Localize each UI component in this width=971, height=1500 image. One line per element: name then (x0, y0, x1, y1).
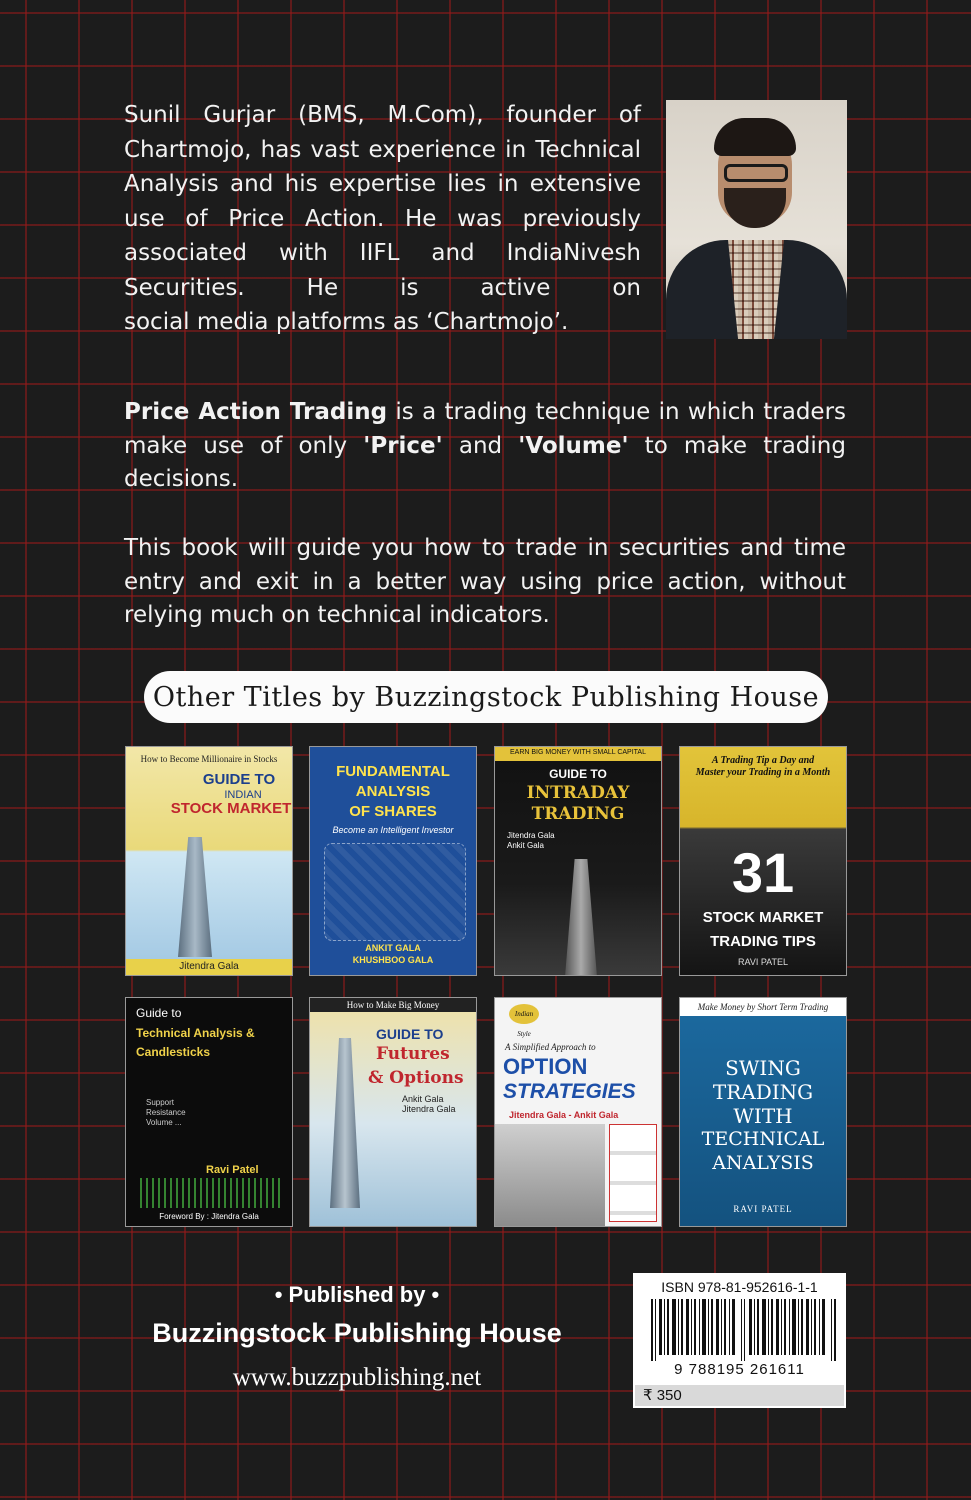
book-title: TRADING (712, 1080, 814, 1104)
book-title: GUIDE TO (549, 767, 607, 781)
intro-text-b: to make trading decisions. (124, 432, 846, 492)
book-subtitle: Resistance (146, 1108, 186, 1117)
bio-line: IndiaNivesh Securities. He is active on (124, 240, 642, 301)
bio-line: Chartmojo, has vast experience in (124, 136, 527, 163)
book-title: SWING (725, 1056, 801, 1080)
book-title: STOCK MARKET (170, 800, 292, 817)
book-tagline: EARN BIG MONEY WITH SMALL CAPITAL (509, 749, 646, 756)
book-cover-option-strategies (494, 997, 662, 1227)
book-title: ANALYSIS (712, 1152, 814, 1174)
book-tagline: Make Money by Short Term Trading (697, 1002, 829, 1012)
book-cover-31-trading-tips (679, 746, 847, 976)
intro-and: and (442, 432, 519, 459)
book-cover-intraday-trading (494, 746, 662, 976)
book-tagline: How to Become Millionaire in Stocks (140, 754, 278, 764)
published-by-label: • Published by • (274, 1282, 440, 1307)
book-cover-technical-analysis (125, 997, 293, 1227)
book-title: OF SHARES (349, 803, 437, 820)
book-cover-swing-trading (679, 997, 847, 1227)
barcode-digits: 9 788195 261611 (674, 1361, 805, 1378)
bio-line: Sunil Gurjar (BMS, M.Com), founder of (124, 102, 641, 128)
book-title: GUIDE TO (376, 1026, 444, 1042)
book-cover-fundamental-analysis (309, 746, 477, 976)
isbn-barcode-block (633, 1273, 846, 1408)
book-title: Candlesticks (136, 1045, 211, 1059)
book-title: STRATEGIES (503, 1080, 636, 1103)
bio-line: previously associated with IIFL and (124, 205, 642, 266)
bio-line: extensive use of Price Action. He was (124, 171, 641, 232)
intro-bold-term: Price Action Trading (124, 399, 388, 425)
book-title: TRADING TIPS (710, 933, 816, 950)
book-title: FUNDAMENTAL (336, 763, 450, 780)
book-subtitle: Support (146, 1098, 175, 1107)
book-title: & Options (368, 1068, 464, 1088)
publisher-name: Buzzingstock Publishing House (152, 1318, 562, 1348)
intro-paragraph (124, 396, 846, 497)
book-author: Ankit Gala (507, 841, 544, 850)
book-author: RAVI PATEL (733, 1204, 793, 1214)
book-author: RAVI PATEL (737, 957, 788, 967)
book-cover-futures-options (309, 997, 477, 1227)
book-subtitle: Volume ... (146, 1118, 182, 1127)
book-title: INDIAN (224, 789, 262, 801)
isbn-number: ISBN 978-81-952616-1-1 (661, 1279, 818, 1295)
author-bio (124, 98, 641, 340)
book-tagline: How to Make Big Money (346, 1000, 440, 1010)
intro-price: 'Price' (363, 432, 443, 459)
book-author: Jitendra Gala (179, 961, 239, 972)
book-title: Technical Analysis & (136, 1026, 255, 1040)
price-label: ₹ 350 (635, 1385, 844, 1406)
book-title: TECHNICAL (701, 1128, 825, 1150)
book-title: A Simplified Approach to (505, 1042, 596, 1052)
book-badge: Indian Style (509, 1004, 539, 1024)
intro-volume: 'Volume' (518, 432, 629, 459)
book-title: WITH (733, 1104, 793, 1128)
book-cover-indian-stock-market (125, 746, 293, 976)
book-author: Jitendra Gala (402, 1104, 456, 1114)
bio-line: Technical Analysis and his expertise lies in (124, 136, 642, 197)
book-author: Foreword By : Jitendra Gala (159, 1212, 259, 1221)
barcode-icon (651, 1299, 841, 1361)
book-tagline: Guide to (136, 1006, 182, 1020)
book-title: STOCK MARKET (702, 909, 824, 926)
book-author: Jitendra Gala - Ankit Gala (509, 1110, 619, 1120)
description-paragraph: This book will guide you how to trade in securities and time entry and exit in a better way using price action, without relying much on technical indicators. (124, 535, 846, 628)
book-author: Ankit Gala (402, 1094, 444, 1104)
book-author: ANKIT GALA (365, 943, 421, 953)
other-titles-heading: Other Titles by Buzzingstock Publishing House (144, 671, 828, 723)
author-photo (666, 100, 847, 339)
book-title: TRADING (531, 804, 625, 824)
book-title: INTRADAY (526, 783, 630, 803)
book-tagline: Master your Trading in a Month (695, 767, 831, 778)
book-title: ANALYSIS (355, 783, 431, 800)
book-author: Ravi Patel (206, 1164, 259, 1176)
bio-line: social media platforms as ‘Chartmojo’. (124, 309, 569, 335)
book-title: GUIDE TO (202, 771, 276, 788)
book-subtitle: Become an Intelligent Investor (332, 825, 454, 835)
book-title: OPTION (503, 1054, 588, 1079)
book-title: Futures (376, 1044, 450, 1064)
intro-text-a: is a trading technique in which traders make use of only (124, 399, 847, 459)
book-author: KHUSHBOO GALA (352, 955, 434, 965)
book-author: Jitendra Gala (507, 831, 555, 840)
publisher-url[interactable]: www.buzzpublishing.net (232, 1364, 482, 1391)
book-tagline: A Trading Tip a Day and (711, 755, 815, 766)
book-title: 31 (731, 841, 795, 904)
